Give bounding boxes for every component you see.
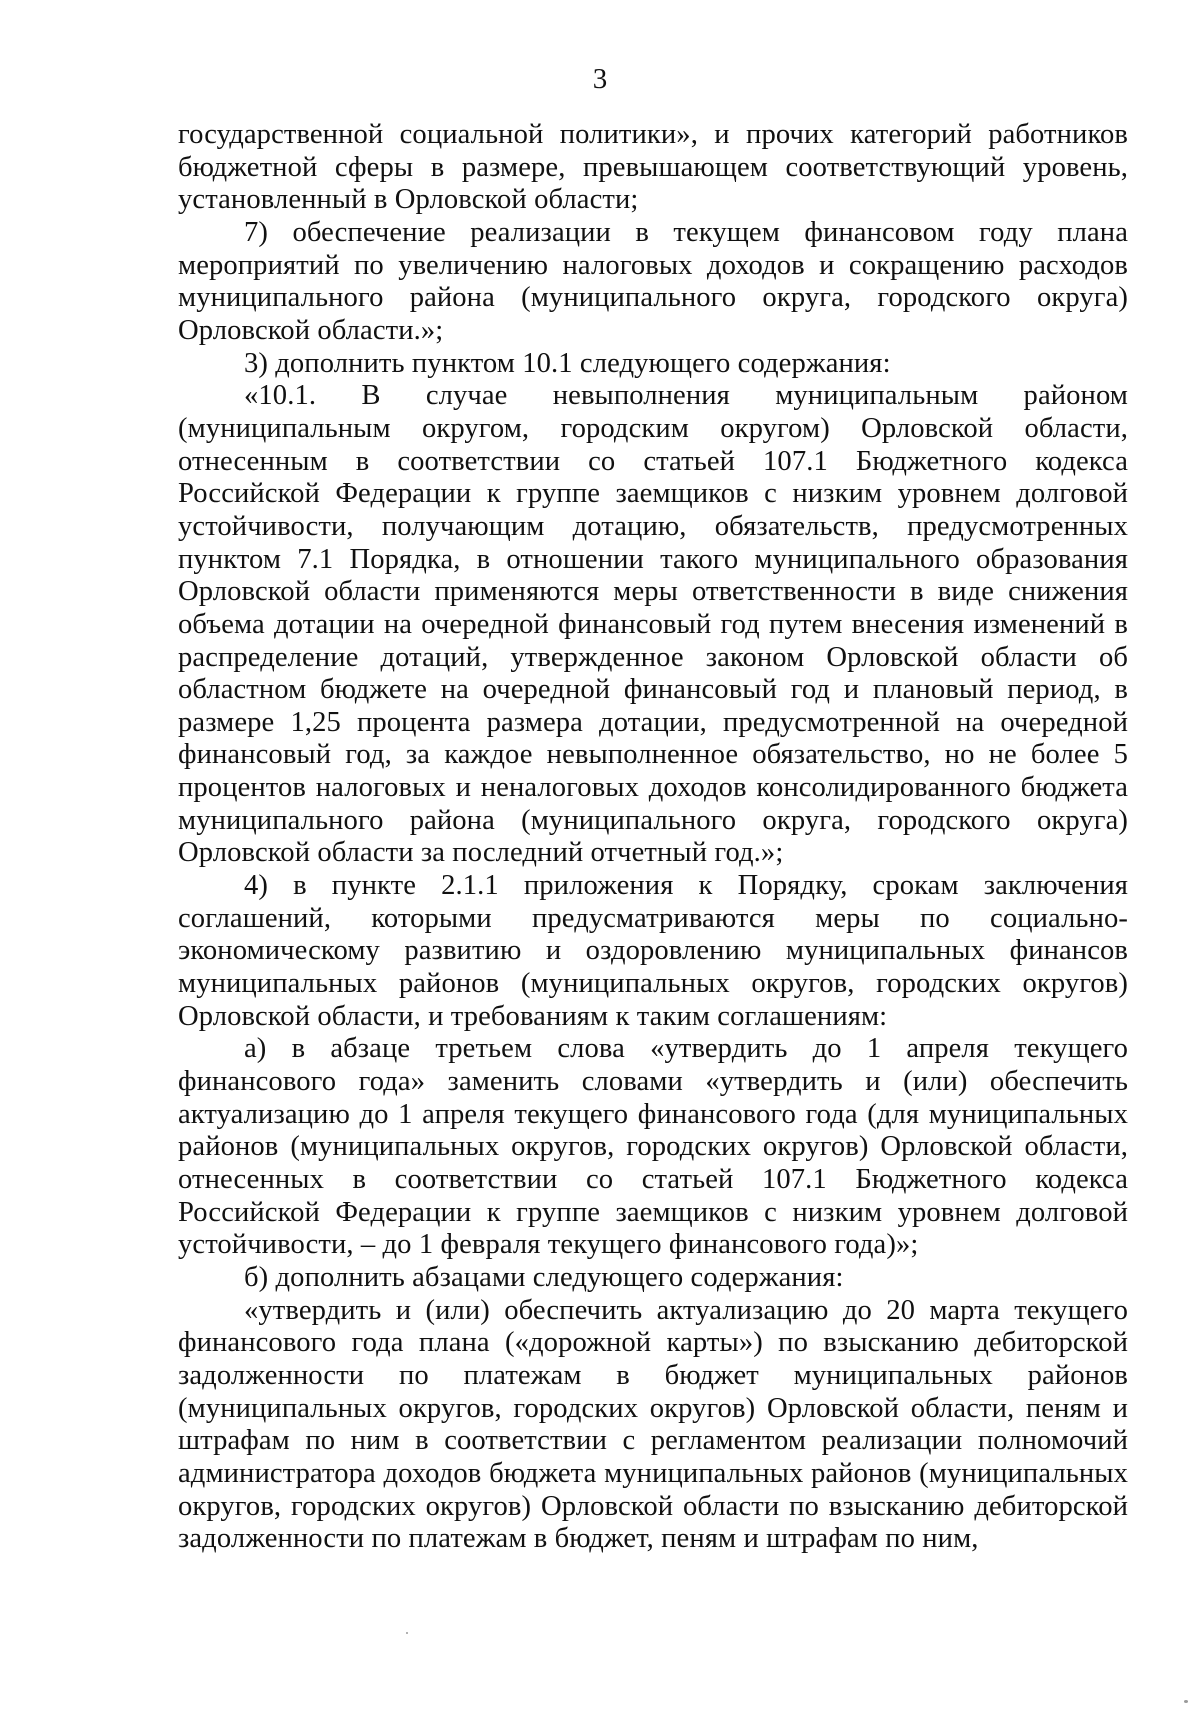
scan-speck	[406, 1632, 408, 1634]
scan-speck	[1184, 1700, 1188, 1703]
document-body	[178, 119, 1128, 1556]
paragraph-item-3: 3) дополнить пунктом 10.1 следующего содержания:	[244, 347, 891, 379]
page-number: 3	[592, 63, 608, 95]
paragraph-subitem-b: б) дополнить абзацами следующего содержания:	[244, 1261, 844, 1293]
paragraph-item-4: 4) в пункте 2.1.1 приложения к Порядку, срокам заключения соглашений, которыми предусматриваются меры по социально-экономическому развитию и оздоровлению муниципальных финансов муниципальных районов (муниципальных округов, городских округов) Орловской области, и требованиям к таким соглашениям:	[178, 870, 1128, 1032]
paragraph-quoted-addition: «утвердить и (или) обеспечить актуализацию до 20 марта текущего финансового года плана («дорожной карты») по взысканию дебиторской задолженности по платежам в бюджет муниципальных районов (муниципальных округов, городских округов) Орловской области, пеням и штрафам по ним в соответствии с регламентом реализации полномочий администратора доходов бюджета муниципальных районов (муниципальных округов, городских округов) Орловской области по взысканию дебиторской задолженности по платежам в бюджет, пеням и штрафам по ним,	[178, 1294, 1128, 1555]
paragraph-continuation: государственной социальной политики», и прочих категорий работников бюджетной сферы в размере, превышающем соответствующий уровень, установленный в Орловской области;	[178, 119, 1128, 216]
paragraph-subitem-a: а) в абзаце третьем слова «утвердить до 1 апреля текущего финансового года» заменить словами «утвердить и (или) обеспечить актуализацию до 1 апреля текущего финансового года (для муниципальных районов (муниципальных округов, городских округов) Орловской области, отнесенных в соответствии со статьей 107.1 Бюджетного кодекса Российской Федерации к группе заемщиков с низким уровнем долговой устойчивости, – до 1 февраля текущего финансового года)»;	[178, 1033, 1128, 1261]
paragraph-clause-10-1: «10.1. В случае невыполнения муниципальным районом (муниципальным округом, городским округом) Орловской области, отнесенным в соответствии со статьей 107.1 Бюджетного кодекса Российской Федерации к группе заемщиков с низким уровнем долговой устойчивости, получающим дотацию, обязательств, предусмотренных пунктом 7.1 Порядка, в отношении такого муниципального образования Орловской области применяются меры ответственности в виде снижения объема дотации на очередной финансовый год путем внесения изменений в распределение дотаций, утвержденное законом Орловской области об областном бюджете на очередной финансовый год и плановый период, в размере 1,25 процента размера дотации, предусмотренной на очередной финансовый год, за каждое невыполненное обязательство, но не более 5 процентов налоговых и неналоговых доходов консолидированного бюджета муниципального района (муниципального округа, городского округа) Орловской области за последний отчетный год.»;	[178, 380, 1128, 869]
paragraph-item-7: 7) обеспечение реализации в текущем финансовом году плана мероприятий по увеличению налоговых доходов и сокращению расходов муниципального района (муниципального округа, городского округа) Орловской области.»;	[178, 216, 1128, 346]
